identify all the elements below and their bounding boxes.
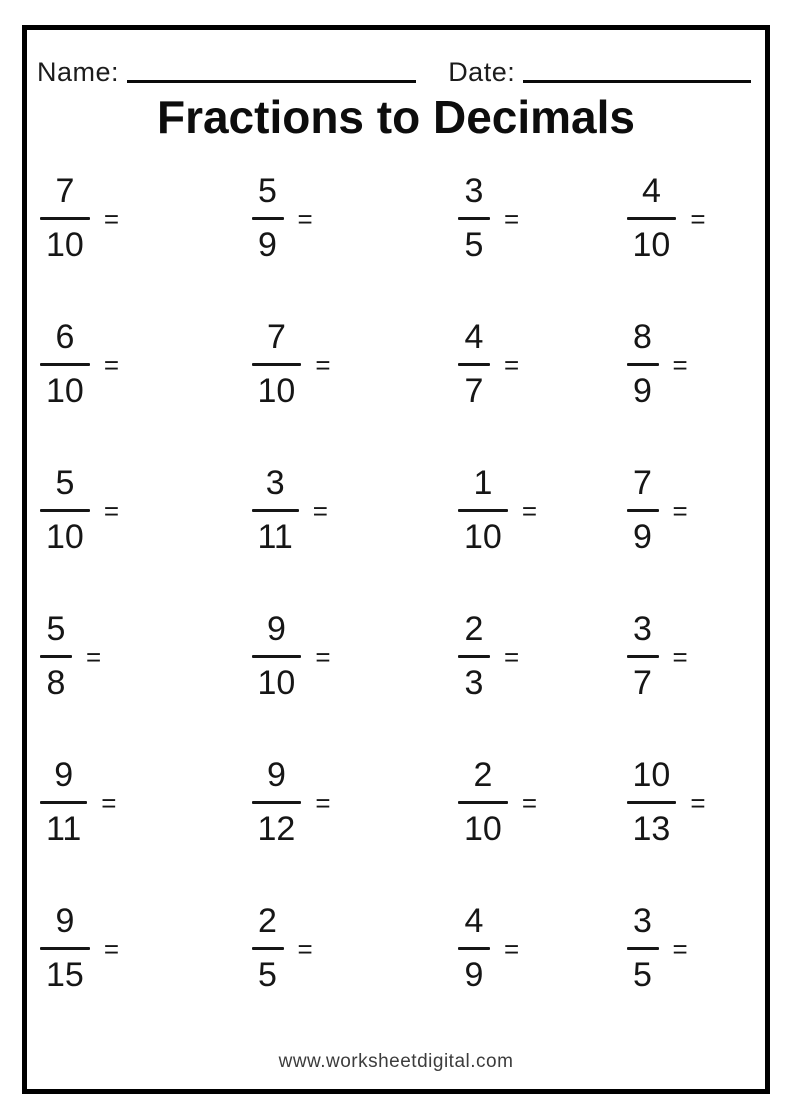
fraction (627, 173, 677, 263)
fraction-problem (212, 903, 313, 993)
fraction (458, 319, 490, 409)
fraction-numerator: 2 (258, 902, 277, 941)
fraction-numerator: 7 (55, 172, 75, 211)
fraction (40, 611, 72, 701)
fraction-denominator: 5 (633, 956, 652, 995)
equals-sign: = (297, 933, 313, 964)
equals-sign: = (672, 933, 688, 964)
equals-sign: = (103, 933, 120, 964)
fraction-denominator: 10 (464, 810, 502, 849)
equals-sign: = (504, 203, 520, 234)
fraction-problem (396, 611, 519, 701)
fraction-denominator: 5 (258, 956, 277, 995)
fraction (252, 611, 302, 701)
fraction-numerator: 4 (641, 172, 661, 211)
equals-sign: = (315, 787, 331, 818)
fraction-problem (396, 173, 519, 263)
fraction-denominator: 10 (46, 226, 84, 265)
equals-sign: = (297, 203, 313, 234)
equals-sign: = (103, 203, 120, 234)
equals-sign: = (521, 495, 538, 526)
fraction (40, 173, 90, 263)
fraction-problem (212, 173, 313, 263)
fraction-denominator: 10 (257, 664, 296, 703)
fraction-denominator: 11 (46, 810, 82, 849)
name-blank-line (127, 80, 416, 83)
fraction-denominator: 9 (464, 956, 484, 995)
fraction-problem (581, 611, 688, 701)
fraction-numerator: 3 (633, 902, 652, 941)
fraction-numerator: 2 (464, 610, 484, 649)
fraction-problem (27, 611, 101, 701)
fraction (252, 903, 284, 993)
fraction-numerator: 9 (266, 610, 286, 649)
equals-sign: = (103, 495, 120, 526)
fraction-problem (396, 319, 519, 409)
fraction-problem (581, 319, 688, 409)
fraction-numerator: 2 (473, 756, 493, 795)
equals-sign: = (315, 641, 331, 672)
fraction (458, 465, 508, 555)
date-label: Date: (448, 56, 516, 87)
page-border-frame (22, 25, 770, 1094)
problems-grid (27, 146, 765, 1022)
equals-sign: = (672, 641, 688, 672)
fraction (252, 757, 302, 847)
fraction-numerator: 7 (633, 464, 652, 503)
fraction-denominator: 10 (632, 226, 671, 265)
fraction-problem (27, 757, 116, 847)
fraction-denominator: 9 (633, 518, 652, 557)
date-blank-line (523, 80, 751, 83)
fraction (40, 757, 87, 847)
fraction-denominator: 9 (633, 372, 652, 411)
fraction-denominator: 8 (46, 664, 66, 703)
fraction-numerator: 8 (633, 318, 652, 357)
equals-sign: = (504, 933, 520, 964)
fraction (252, 173, 284, 263)
fraction-problem (396, 465, 537, 555)
fraction-problem (581, 757, 706, 847)
fraction (627, 757, 677, 847)
fraction-numerator: 1 (473, 464, 493, 503)
fraction-numerator: 9 (55, 902, 75, 941)
fraction-numerator: 5 (258, 172, 277, 211)
footer-url: www.worksheetdigital.com (278, 1051, 514, 1072)
fraction (627, 465, 659, 555)
fraction-numerator: 3 (633, 610, 652, 649)
fraction-problem (212, 465, 328, 555)
fraction-denominator: 9 (258, 226, 277, 265)
fraction-problem (27, 319, 119, 409)
fraction-problem (396, 757, 537, 847)
fraction-problem (581, 173, 706, 263)
fraction-numerator: 6 (55, 318, 75, 357)
fraction-problem (27, 903, 119, 993)
name-label: Name: (37, 56, 120, 87)
fraction-problem (212, 611, 331, 701)
page-title: Fractions to Decimals (156, 91, 636, 143)
fraction-denominator: 10 (46, 372, 84, 411)
equals-sign: = (103, 349, 120, 380)
equals-sign: = (504, 641, 520, 672)
fraction (458, 611, 490, 701)
equals-sign: = (312, 495, 328, 526)
fraction-numerator: 3 (265, 464, 285, 503)
fraction (40, 465, 90, 555)
fraction (627, 903, 659, 993)
fraction-problem (27, 465, 119, 555)
equals-sign: = (101, 787, 117, 818)
fraction-denominator: 3 (464, 664, 484, 703)
fraction (458, 757, 508, 847)
fraction (40, 903, 90, 993)
fraction (40, 319, 90, 409)
equals-sign: = (690, 787, 706, 818)
fraction-denominator: 10 (46, 518, 84, 557)
equals-sign: = (690, 203, 706, 234)
fraction-problem (212, 757, 331, 847)
fraction-denominator: 12 (257, 810, 296, 849)
equals-sign: = (315, 349, 331, 380)
equals-sign: = (672, 495, 688, 526)
fraction (252, 465, 299, 555)
fraction-denominator: 10 (464, 518, 502, 557)
fraction-numerator: 4 (464, 902, 484, 941)
fraction-denominator: 5 (464, 226, 484, 265)
fraction-denominator: 7 (464, 372, 484, 411)
fraction-denominator: 13 (632, 810, 671, 849)
equals-sign: = (672, 349, 688, 380)
fraction-numerator: 9 (54, 756, 74, 795)
fraction-problem (396, 903, 519, 993)
fraction-numerator: 10 (632, 756, 671, 795)
equals-sign: = (86, 641, 102, 672)
fraction-problem (581, 903, 688, 993)
fraction (627, 611, 659, 701)
equals-sign: = (521, 787, 538, 818)
fraction-numerator: 5 (46, 610, 66, 649)
fraction (252, 319, 302, 409)
fraction-problem (27, 173, 119, 263)
fraction-numerator: 3 (464, 172, 484, 211)
fraction-denominator: 10 (257, 372, 296, 411)
fraction-denominator: 11 (257, 518, 293, 557)
header (27, 30, 765, 86)
fraction-denominator: 15 (46, 956, 84, 995)
fraction-numerator: 4 (464, 318, 484, 357)
fraction (458, 903, 490, 993)
fraction (458, 173, 490, 263)
fraction-numerator: 9 (266, 756, 286, 795)
fraction (627, 319, 659, 409)
equals-sign: = (504, 349, 520, 380)
fraction-denominator: 7 (633, 664, 652, 703)
fraction-problem (581, 465, 688, 555)
fraction-problem (212, 319, 331, 409)
fraction-numerator: 7 (266, 318, 286, 357)
fraction-numerator: 5 (55, 464, 75, 503)
